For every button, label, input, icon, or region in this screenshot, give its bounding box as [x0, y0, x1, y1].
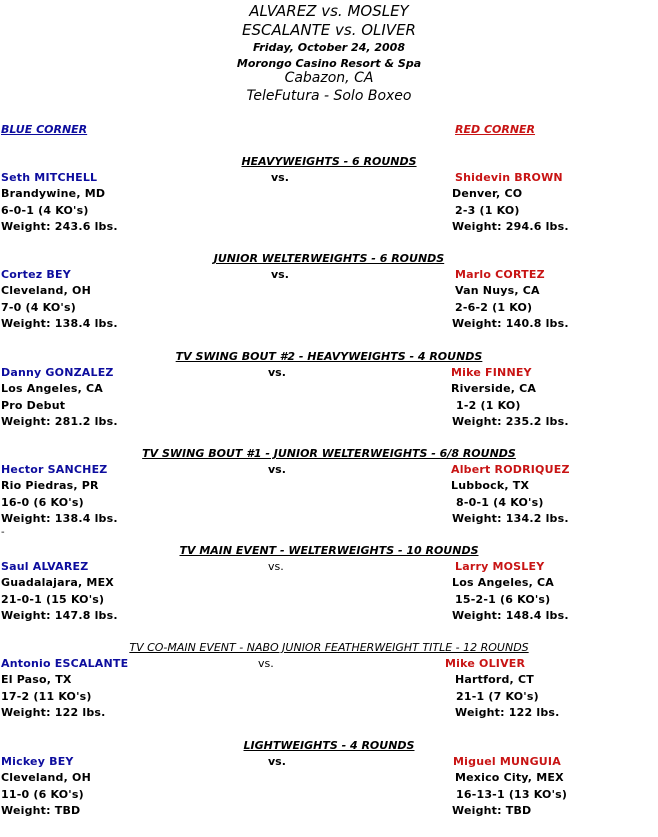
- red-fighter-record: 16-13-1 (13 KO's): [456, 788, 568, 801]
- red-fighter-record: 15-2-1 (6 KO's): [455, 593, 551, 606]
- bout-title: HEAVYWEIGHTS - 6 ROUNDS: [241, 155, 417, 168]
- red-fighter-hometown: Los Angeles, CA: [452, 576, 554, 589]
- blue-fighter-weight: Weight: TBD: [1, 804, 81, 817]
- blue-fighter-record: 16-0 (6 KO's): [1, 496, 84, 509]
- stray-mark: -: [1, 527, 5, 538]
- blue-fighter-name: Saul ALVAREZ: [1, 560, 89, 573]
- event-broadcast: TeleFutura - Solo Boxeo: [246, 88, 412, 104]
- red-fighter-name: Marlo CORTEZ: [455, 268, 545, 281]
- event-date: Friday, October 24, 2008: [253, 41, 405, 54]
- bout-title: TV MAIN EVENT - WELTERWEIGHTS - 10 ROUNDS: [179, 544, 479, 557]
- headline-bout-1: ALVAREZ vs. MOSLEY: [249, 2, 409, 20]
- bout-title: JUNIOR WELTERWEIGHTS - 6 ROUNDS: [213, 252, 445, 265]
- blue-fighter-name: Danny GONZALEZ: [1, 366, 114, 379]
- red-fighter-record: 21-1 (7 KO's): [456, 690, 539, 703]
- vs-label: vs.: [268, 366, 286, 379]
- vs-label: vs.: [268, 560, 284, 573]
- red-fighter-weight: Weight: 235.2 lbs.: [452, 415, 569, 428]
- bout-card: [0, 739, 658, 837]
- red-fighter-name: Albert RODRIQUEZ: [451, 463, 570, 476]
- blue-fighter-hometown: El Paso, TX: [1, 673, 72, 686]
- blue-fighter-hometown: Los Angeles, CA: [1, 382, 103, 395]
- blue-fighter-record: Pro Debut: [1, 399, 66, 412]
- bout-card: [0, 155, 658, 253]
- blue-fighter-hometown: Rio Piedras, PR: [1, 479, 99, 492]
- blue-corner-heading: BLUE CORNER: [1, 123, 88, 136]
- bout-card: [0, 447, 658, 545]
- bout-card: [0, 544, 658, 642]
- vs-label: vs.: [271, 268, 289, 281]
- red-fighter-record: 2-3 (1 KO): [455, 204, 520, 217]
- red-corner-heading: RED CORNER: [455, 123, 536, 136]
- red-fighter-hometown: Van Nuys, CA: [455, 284, 540, 297]
- blue-fighter-hometown: Cleveland, OH: [1, 284, 91, 297]
- red-fighter-weight: Weight: 148.4 lbs.: [452, 609, 569, 622]
- blue-fighter-record: 11-0 (6 KO's): [1, 788, 84, 801]
- red-fighter-weight: Weight: TBD: [452, 804, 532, 817]
- blue-fighter-record: 17-2 (11 KO's): [1, 690, 92, 703]
- blue-fighter-weight: Weight: 122 lbs.: [1, 706, 106, 719]
- blue-fighter-hometown: Cleveland, OH: [1, 771, 91, 784]
- bout-title: TV SWING BOUT #1 - JUNIOR WELTERWEIGHTS - 6/8 ROUNDS: [142, 447, 516, 460]
- blue-fighter-weight: Weight: 138.4 lbs.: [1, 512, 118, 525]
- blue-fighter-weight: Weight: 243.6 lbs.: [1, 220, 118, 233]
- red-fighter-hometown: Lubbock, TX: [451, 479, 530, 492]
- blue-fighter-record: 7-0 (4 KO's): [1, 301, 76, 314]
- red-fighter-hometown: Denver, CO: [452, 187, 523, 200]
- blue-fighter-weight: Weight: 138.4 lbs.: [1, 317, 118, 330]
- blue-fighter-record: 6-0-1 (4 KO's): [1, 204, 89, 217]
- bout-card: [0, 252, 658, 350]
- bout-title: LIGHTWEIGHTS - 4 ROUNDS: [243, 739, 415, 752]
- blue-fighter-weight: Weight: 147.8 lbs.: [1, 609, 118, 622]
- red-fighter-hometown: Mexico City, MEX: [455, 771, 564, 784]
- red-fighter-name: Larry MOSLEY: [455, 560, 545, 573]
- blue-fighter-name: Seth MITCHELL: [1, 171, 98, 184]
- red-fighter-weight: Weight: 122 lbs.: [455, 706, 560, 719]
- blue-fighter-record: 21-0-1 (15 KO's): [1, 593, 105, 606]
- blue-fighter-name: Hector SANCHEZ: [1, 463, 108, 476]
- bout-card: [0, 350, 658, 448]
- bout-title: TV SWING BOUT #2 - HEAVYWEIGHTS - 4 ROUNDS: [175, 350, 483, 363]
- blue-fighter-name: Antonio ESCALANTE: [1, 657, 129, 670]
- red-fighter-weight: Weight: 294.6 lbs.: [452, 220, 569, 233]
- blue-fighter-weight: Weight: 281.2 lbs.: [1, 415, 118, 428]
- bout-title: TV CO-MAIN EVENT - NABO JUNIOR FEATHERWEIGHT TITLE - 12 ROUNDS: [129, 641, 529, 654]
- event-city: Cabazon, CA: [284, 70, 374, 86]
- red-fighter-name: Mike FINNEY: [451, 366, 532, 379]
- vs-label: vs.: [268, 755, 286, 768]
- red-fighter-record: 2-6-2 (1 KO): [455, 301, 533, 314]
- red-fighter-record: 8-0-1 (4 KO's): [456, 496, 544, 509]
- blue-fighter-name: Cortez BEY: [1, 268, 71, 281]
- red-fighter-hometown: Hartford, CT: [455, 673, 534, 686]
- red-fighter-name: Shidevin BROWN: [455, 171, 563, 184]
- blue-fighter-hometown: Guadalajara, MEX: [1, 576, 114, 589]
- event-venue: Morongo Casino Resort & Spa: [236, 57, 422, 70]
- red-fighter-weight: Weight: 134.2 lbs.: [452, 512, 569, 525]
- vs-label: vs.: [268, 463, 286, 476]
- red-fighter-weight: Weight: 140.8 lbs.: [452, 317, 569, 330]
- red-fighter-name: Mike OLIVER: [445, 657, 526, 670]
- red-fighter-hometown: Riverside, CA: [451, 382, 537, 395]
- bout-card: [0, 641, 658, 739]
- blue-fighter-hometown: Brandywine, MD: [1, 187, 106, 200]
- headline-bout-2: ESCALANTE vs. OLIVER: [242, 21, 416, 39]
- vs-label: vs.: [271, 171, 289, 184]
- vs-label: vs.: [258, 657, 274, 670]
- red-fighter-name: Miguel MUNGUIA: [453, 755, 561, 768]
- blue-fighter-name: Mickey BEY: [1, 755, 74, 768]
- red-fighter-record: 1-2 (1 KO): [456, 399, 521, 412]
